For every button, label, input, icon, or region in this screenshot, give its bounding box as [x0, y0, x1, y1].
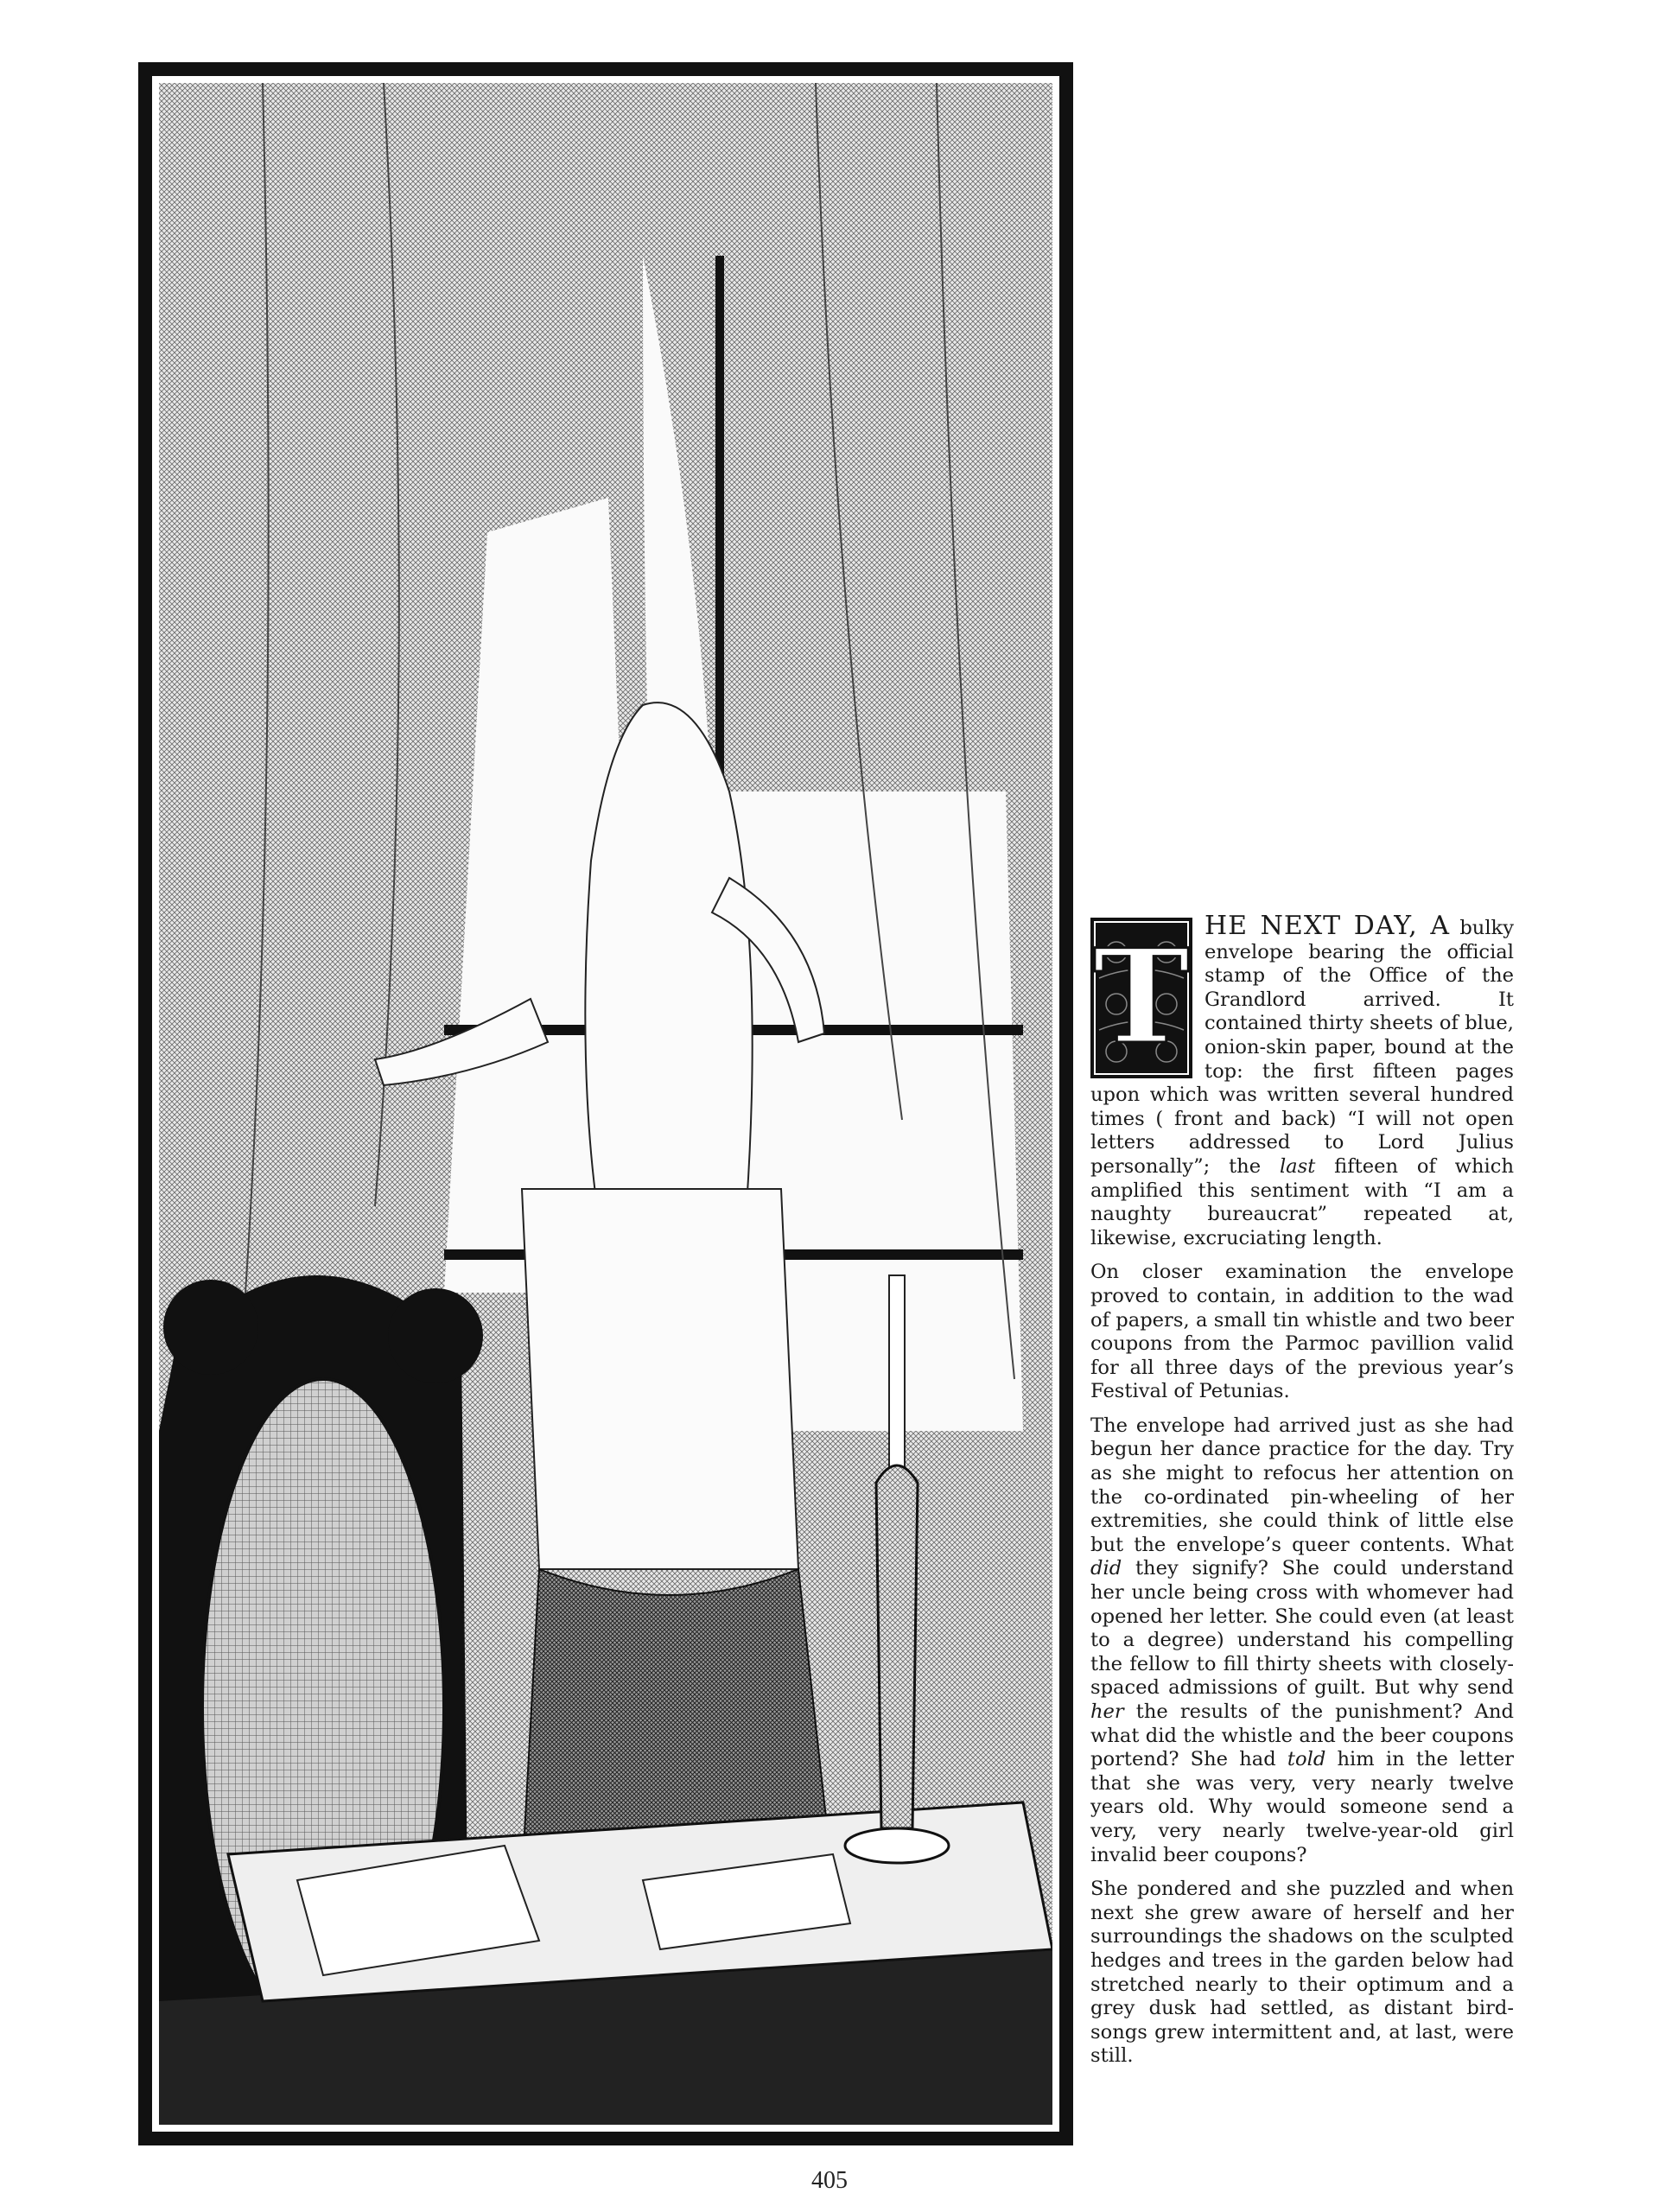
- paragraph-3-b: they signify? She could understand her uncle being cross with whomever had opened her letter. She could even (at least to a degree) understand his compelling the fellow to fill thirty sheets with closely-spaced admissions of guilt. But why send: [1090, 1557, 1514, 1700]
- illustration-drawing: [159, 83, 1052, 2125]
- paragraph-4: She pondered and she puzzled and when next she grew aware of herself and her surroundings the shadows on the sculpted hedges and trees in the garden below had stretched nearly to their optimum and a grey dusk had settled, as distant bird-songs grew intermittent and, at last, were still.: [1090, 1878, 1514, 2068]
- illustration-border: [152, 76, 1059, 2132]
- body-text: [1090, 911, 1515, 2079]
- emphasis-told: told: [1287, 1748, 1326, 1771]
- dropcap-letter: T: [1093, 921, 1190, 1074]
- page-number: 405: [811, 2167, 848, 2194]
- paragraph-3-c: the results of the punishment? And what did the whistle and the beer coupons portend? She had: [1090, 1700, 1514, 1771]
- paragraph-1-text: bulky envelope bearing the official stamp of the Office of the Grandlord arrived. It contained thirty sheets of blue, onion-skin paper, bound at the top: the first fifteen pages upon which was written several hundred times ( front and back) “I will not open letters addressed to Lord Julius personally”; the: [1090, 917, 1515, 1178]
- emphasis-did: did: [1090, 1557, 1122, 1580]
- emphasis-last: last: [1279, 1154, 1316, 1178]
- paragraph-3-a: The envelope had arrived just as she had begun her dance practice for the day. Try as she might to refocus her attention on the co-ordinated pin-wheeling of her extremities, she could think of little else but the envelope’s queer contents. What: [1090, 1414, 1514, 1556]
- emphasis-her: her: [1090, 1700, 1124, 1723]
- illustration-frame: [138, 62, 1073, 2145]
- paragraph-3-d: him in the letter that she was very, very nearly twelve years old. Why would someone send a very, very nearly twelve-year-old girl invalid beer coupons?: [1090, 1748, 1514, 1866]
- illustration: [159, 83, 1052, 2125]
- opening-small-caps: HE NEXT DAY, A: [1205, 911, 1451, 941]
- paragraph-3: [1090, 1414, 1514, 1867]
- paragraph-2: On closer examination the envelope proved to contain, in addition to the wad of papers, a small tin whistle and two beer coupons from the Parmoc pavillion valid for all three days of the previous year’s Festival of Petunias.: [1090, 1261, 1514, 1403]
- illuminated-dropcap: [1090, 918, 1192, 1078]
- paragraph-1-end: fifteen of which amplified this sentiment with “I am a naughty bureaucrat” repeated at, likewise, excruciating length.: [1090, 1154, 1514, 1249]
